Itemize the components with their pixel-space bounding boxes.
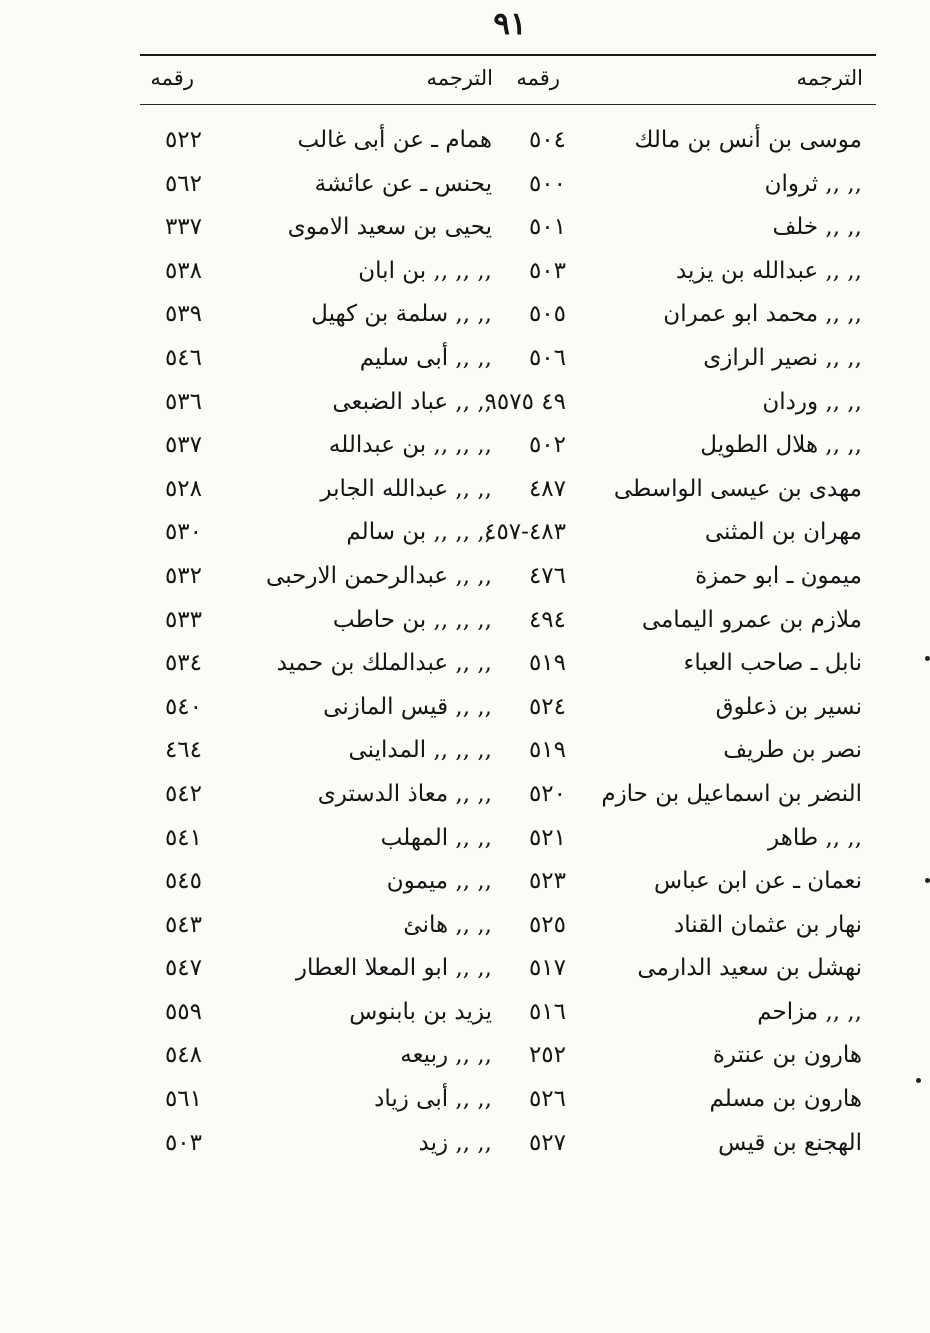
entry-number-right: ٥٠٢	[528, 432, 566, 459]
table-row	[140, 425, 876, 469]
entry-name-right: نهشل بن سعيد الدارمى	[637, 955, 862, 982]
entry-number-left: ٥٢٨	[164, 475, 202, 502]
table-row	[140, 120, 876, 164]
entry-name-right: نابل ـ صاحب العباء	[683, 650, 862, 677]
entry-number-left: ٥٤٨	[164, 1042, 202, 1069]
entry-number-left: ٥٤٥	[164, 868, 202, 895]
entry-number-right: ٥٠١	[528, 214, 566, 241]
entry-number-left: ٥٤٢	[164, 780, 202, 807]
entry-name-left: ,, ,, ,, بن سالم	[346, 519, 492, 546]
entry-name-left: ,, ,, ,, بن ابان	[358, 257, 492, 284]
header-translation-left: الترجمه	[426, 66, 493, 90]
entry-name-left: ,, ,, قيس المازنى	[323, 693, 492, 720]
entry-name-left: ,, ,, زيد	[418, 1129, 492, 1156]
entry-name-right: موسى بن أنس بن مالك	[634, 127, 862, 153]
entry-number-left: ٥٤٦	[164, 344, 202, 371]
table-row	[140, 294, 876, 338]
entry-name-right: ,, ,, خلف	[772, 214, 862, 241]
table-row	[140, 469, 876, 513]
entry-name-left: ,, ,, ,, المداينى	[348, 737, 492, 764]
entry-number-right: ٥٠٤	[528, 127, 566, 153]
table-row	[140, 600, 876, 644]
entry-number-right: ٤٨٣-٤٥٧	[484, 519, 566, 546]
entry-number-left: ٥٣٤	[164, 650, 202, 677]
table-row	[140, 818, 876, 862]
table-row	[140, 1079, 876, 1123]
entry-name-right: ,, ,, وردان	[762, 388, 862, 415]
entry-name-left: ,, ,, هانئ	[403, 911, 492, 938]
entry-name-right: ,, ,, هلال الطويل	[700, 432, 862, 459]
table-row	[140, 338, 876, 382]
table-header	[140, 62, 876, 104]
entry-name-right: مهدى بن عيسى الواسطى	[613, 475, 862, 502]
entry-name-right: ,, ,, مزاحم	[757, 998, 862, 1025]
entry-name-left: ,, ,, ,, بن عبدالله	[328, 432, 492, 459]
entry-number-right: ٥٢٣	[528, 868, 566, 895]
entry-name-right: النضر بن اسماعيل بن حازم	[601, 780, 862, 807]
entry-name-left: ,, ,, عبدالملك بن حميد	[276, 650, 492, 677]
entry-name-left: ,, ,, ,, بن حاطب	[332, 606, 492, 633]
entry-name-left: ,, ,, أبى سليم	[359, 344, 492, 371]
entry-number-left: ٥٣٣	[164, 606, 202, 633]
entry-number-right: ٥٢٤	[528, 693, 566, 720]
table-row	[140, 512, 876, 556]
entry-name-left: يزيد بن بابنوس	[349, 998, 492, 1025]
header-number-left: رقمه	[150, 66, 194, 90]
entry-name-right: ,, ,, عبدالله بن يزيد	[675, 257, 862, 284]
entry-name-right: ,, ,, نصير الرازى	[703, 344, 862, 371]
entry-number-left: ٥٦١	[164, 1086, 202, 1113]
index-table	[140, 120, 876, 1166]
margin-dot	[916, 1078, 921, 1083]
entry-number-left: ٥٣٨	[164, 257, 202, 284]
entry-name-left: ,, ,, سلمة بن كهيل	[311, 301, 492, 328]
page-number: ٩١	[493, 6, 527, 42]
table-row	[140, 730, 876, 774]
entry-name-left: ,, ,, ربيعه	[400, 1042, 492, 1069]
margin-dot	[925, 656, 930, 661]
entry-name-right: نعمان ـ عن ابن عباس	[654, 868, 862, 895]
table-row	[140, 164, 876, 208]
entry-name-right: ,, ,, محمد ابو عمران	[663, 301, 862, 328]
entry-number-left: ٥٣٧	[164, 432, 202, 459]
entry-name-left: ,, ,, عبدالرحمن الارحبى	[266, 562, 492, 589]
entry-number-right: ٥١٦	[528, 998, 566, 1025]
entry-number-right: ٥٢٠	[528, 780, 566, 807]
entry-number-right: ٥٢١	[528, 824, 566, 851]
table-row	[140, 1123, 876, 1167]
entry-number-left: ٥٣٢	[164, 562, 202, 589]
table-row	[140, 992, 876, 1036]
header-translation-right: الترجمه	[796, 66, 863, 90]
entry-number-left: ٥٣٩	[164, 301, 202, 328]
entry-number-right: ٥٠٠	[528, 170, 566, 197]
entry-number-left: ٥٣٦	[164, 388, 202, 415]
entry-number-right: ٤٧٦	[528, 562, 566, 589]
entry-number-left: ٥٤٠	[164, 693, 202, 720]
entry-name-right: ملازم بن عمرو اليمامى	[641, 606, 862, 633]
entry-name-left: ,, ,, أبى زياد	[374, 1086, 492, 1113]
entry-name-right: نهار بن عثمان القناد	[673, 911, 862, 938]
entry-name-left: ,, ,, عبدالله الجابر	[320, 475, 492, 502]
entry-number-left: ٥٢٢	[164, 127, 202, 153]
entry-number-right: ٤٩٤	[528, 606, 566, 633]
entry-number-left: ٣٣٧	[164, 214, 202, 241]
entry-name-right: مهران بن المثنى	[704, 519, 862, 546]
table-row	[140, 861, 876, 905]
entry-number-left: ٥٤٧	[164, 955, 202, 982]
table-row	[140, 1035, 876, 1079]
entry-name-left: ,, ,, المهلب	[380, 824, 492, 851]
entry-name-left: ,, ,, ابو المعلا العطار	[295, 955, 492, 982]
entry-name-right: الهجنع بن قيس	[718, 1129, 862, 1156]
entry-name-right: نسير بن ذعلوق	[715, 693, 862, 720]
entry-name-left: ,, ,, عباد الضبعى	[332, 388, 492, 415]
entry-name-left: همام ـ عن أبى غالب	[297, 127, 492, 153]
entry-number-right: ٥٠٦	[528, 344, 566, 371]
margin-dot	[925, 878, 930, 883]
table-row	[140, 687, 876, 731]
top-rule	[140, 54, 876, 56]
entry-number-right: ٥١٩	[528, 737, 566, 764]
entry-name-left: يحيى بن سعيد الاموى	[287, 214, 492, 241]
entry-number-right: ٥٢٧	[528, 1129, 566, 1156]
entry-number-right: ٢٥٢	[528, 1042, 566, 1069]
entry-number-right: ٥٢٥	[528, 911, 566, 938]
entry-number-right: ٤٨٧	[528, 475, 566, 502]
entry-number-left: ٥٥٩	[164, 998, 202, 1025]
entry-name-left: يحنس ـ عن عائشة	[314, 170, 492, 197]
entry-name-right: ,, ,, ثروان	[764, 170, 862, 197]
entry-number-left: ٥٦٢	[164, 170, 202, 197]
entry-number-left: ٤٦٤	[164, 737, 202, 764]
entry-number-left: ٥٤٣	[164, 911, 202, 938]
table-row	[140, 643, 876, 687]
entry-name-right: نصر بن طريف	[723, 737, 862, 764]
table-row	[140, 905, 876, 949]
entry-number-right: ٤٩ ٩٥٧٥	[484, 388, 566, 415]
entry-number-right: ٥٠٣	[528, 257, 566, 284]
entry-number-left: ٥٣٠	[164, 519, 202, 546]
table-row	[140, 774, 876, 818]
table-row	[140, 251, 876, 295]
table-row	[140, 382, 876, 426]
entry-name-right: ميمون ـ ابو حمزة	[695, 562, 862, 589]
entry-number-right: ٥١٩	[528, 650, 566, 677]
entry-name-right: هارون بن عنترة	[712, 1042, 862, 1069]
entry-number-right: ٥٠٥	[528, 301, 566, 328]
header-number-right: رقمه	[516, 66, 560, 90]
entry-name-right: ,, ,, طاهر	[768, 824, 862, 851]
entry-name-left: ,, ,, ميمون	[386, 868, 492, 895]
entry-number-right: ٥٢٦	[528, 1086, 566, 1113]
table-row	[140, 207, 876, 251]
entry-name-right: هارون بن مسلم	[709, 1086, 862, 1113]
table-row	[140, 556, 876, 600]
entry-number-left: ٥٤١	[164, 824, 202, 851]
table-row	[140, 948, 876, 992]
header-rule	[140, 104, 876, 105]
entry-name-left: ,, ,, معاذ الدسترى	[317, 780, 492, 807]
entry-number-right: ٥١٧	[528, 955, 566, 982]
entry-number-left: ٥٠٣	[164, 1129, 202, 1156]
